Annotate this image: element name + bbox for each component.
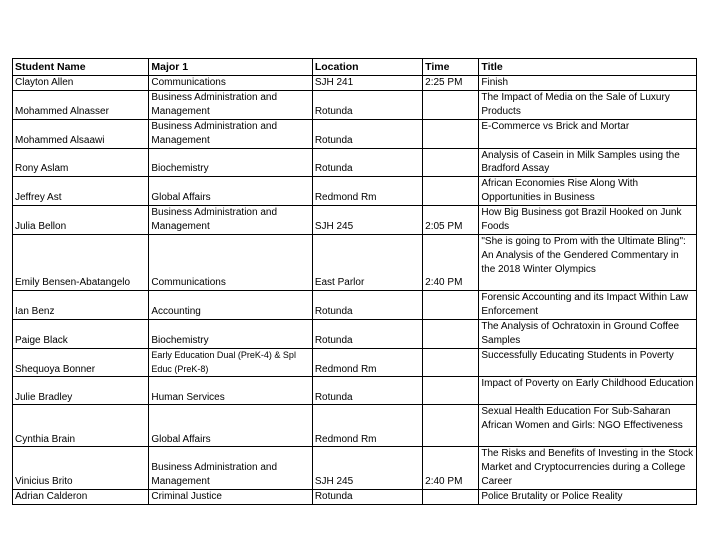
header-major: Major 1 — [149, 59, 312, 76]
major-cell: Business Administration and Management — [149, 206, 312, 235]
time-cell — [423, 290, 479, 319]
table-row — [13, 377, 697, 405]
table-row — [13, 90, 697, 119]
major-cell: Global Affairs — [149, 177, 312, 206]
table-row — [13, 234, 697, 290]
table-row — [13, 206, 697, 235]
student-name-cell: Mohammed Alsaawi — [13, 119, 149, 148]
time-cell: 2:05 PM — [423, 206, 479, 235]
table-row — [13, 148, 697, 177]
title-cell: "She is going to Prom with the Ultimate Bling": An Analysis of the Gendered Commentary in the 2018 Winter Olympics — [479, 234, 697, 290]
major-cell: Biochemistry — [149, 148, 312, 177]
title-cell: The Impact of Media on the Sale of Luxury Products — [479, 90, 697, 119]
title-cell: Analysis of Casein in Milk Samples using the Bradford Assay — [479, 148, 697, 177]
table-row — [13, 177, 697, 206]
student-name-cell: Jeffrey Ast — [13, 177, 149, 206]
table-row — [13, 348, 697, 377]
time-cell — [423, 377, 479, 405]
table-row — [13, 290, 697, 319]
major-cell: Accounting — [149, 290, 312, 319]
time-cell: 2:40 PM — [423, 234, 479, 290]
time-cell: 2:25 PM — [423, 76, 479, 91]
student-name-cell: Adrian Calderon — [13, 490, 149, 505]
time-cell — [423, 405, 479, 447]
location-cell: Rotunda — [312, 377, 422, 405]
time-cell — [423, 490, 479, 505]
schedule-table — [12, 58, 697, 505]
student-name-cell: Shequoya Bonner — [13, 348, 149, 377]
location-cell: Redmond Rm — [312, 348, 422, 377]
time-cell — [423, 90, 479, 119]
major-cell: Early Education Dual (PreK-4) & Spl Educ (PreK-8) — [149, 348, 312, 377]
title-cell: Sexual Health Education For Sub-Saharan African Women and Girls: NGO Effectiveness — [479, 405, 697, 447]
location-cell: Rotunda — [312, 319, 422, 348]
student-name-cell: Ian Benz — [13, 290, 149, 319]
major-cell: Biochemistry — [149, 319, 312, 348]
major-cell: Human Services — [149, 377, 312, 405]
student-name-cell: Julia Bellon — [13, 206, 149, 235]
table-row — [13, 119, 697, 148]
time-cell — [423, 319, 479, 348]
major-cell: Global Affairs — [149, 405, 312, 447]
time-cell — [423, 348, 479, 377]
title-cell: E-Commerce vs Brick and Mortar — [479, 119, 697, 148]
student-name-cell: Vinicius Brito — [13, 447, 149, 490]
time-cell — [423, 119, 479, 148]
title-cell: Successfully Educating Students in Poverty — [479, 348, 697, 377]
student-name-cell: Clayton Allen — [13, 76, 149, 91]
title-cell: The Risks and Benefits of Investing in the Stock Market and Cryptocurrencies during a College Career — [479, 447, 697, 490]
time-cell — [423, 148, 479, 177]
title-cell: How Big Business got Brazil Hooked on Junk Foods — [479, 206, 697, 235]
title-cell: Forensic Accounting and its Impact Within Law Enforcement — [479, 290, 697, 319]
student-name-cell: Paige Black — [13, 319, 149, 348]
table-row — [13, 490, 697, 505]
location-cell: Redmond Rm — [312, 177, 422, 206]
location-cell: Rotunda — [312, 148, 422, 177]
title-cell: Finish — [479, 76, 697, 91]
header-time: Time — [423, 59, 479, 76]
student-name-cell: Rony Aslam — [13, 148, 149, 177]
major-cell: Business Administration and Management — [149, 447, 312, 490]
location-cell: SJH 245 — [312, 206, 422, 235]
title-cell: The Analysis of Ochratoxin in Ground Coffee Samples — [479, 319, 697, 348]
table-row — [13, 76, 697, 91]
location-cell: Rotunda — [312, 119, 422, 148]
location-cell: Rotunda — [312, 490, 422, 505]
student-name-cell: Cynthia Brain — [13, 405, 149, 447]
table-row — [13, 405, 697, 447]
major-cell: Communications — [149, 234, 312, 290]
header-title: Title — [479, 59, 697, 76]
header-student-name: Student Name — [13, 59, 149, 76]
table-row — [13, 319, 697, 348]
location-cell: SJH 245 — [312, 447, 422, 490]
location-cell: Redmond Rm — [312, 405, 422, 447]
header-row — [13, 59, 697, 76]
major-cell: Criminal Justice — [149, 490, 312, 505]
location-cell: Rotunda — [312, 290, 422, 319]
student-name-cell: Julie Bradley — [13, 377, 149, 405]
student-name-cell: Emily Bensen-Abatangelo — [13, 234, 149, 290]
major-cell: Communications — [149, 76, 312, 91]
table-row — [13, 447, 697, 490]
major-cell: Business Administration and Management — [149, 119, 312, 148]
location-cell: Rotunda — [312, 90, 422, 119]
title-cell: Impact of Poverty on Early Childhood Education — [479, 377, 697, 405]
location-cell: SJH 241 — [312, 76, 422, 91]
student-name-cell: Mohammed Alnasser — [13, 90, 149, 119]
header-location: Location — [312, 59, 422, 76]
time-cell — [423, 177, 479, 206]
time-cell: 2:40 PM — [423, 447, 479, 490]
location-cell: East Parlor — [312, 234, 422, 290]
title-cell: Police Brutality or Police Reality — [479, 490, 697, 505]
title-cell: African Economies Rise Along With Opportunities in Business — [479, 177, 697, 206]
major-cell: Business Administration and Management — [149, 90, 312, 119]
